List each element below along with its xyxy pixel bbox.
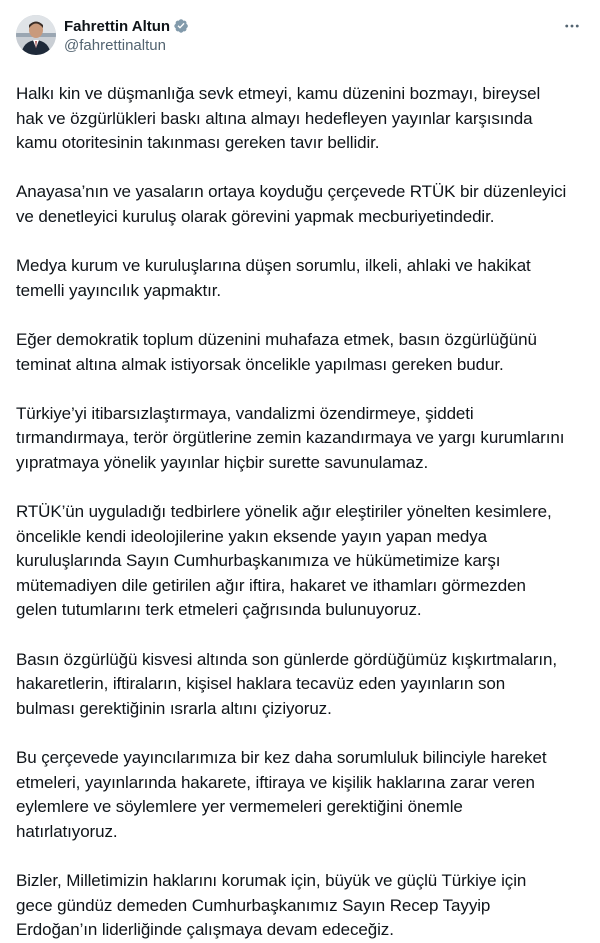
tweet-paragraph: Türkiye’yi itibarsızlaştırmaya, vandalizmi özendirmeye, şiddeti tırmandırmaya, terör örgütlerine zemin kazandırmaya ve yargı kurumlarını yıpratmaya yönelik yayınlar hiçbir surette savunulamaz. (16, 403, 565, 472)
tweet-paragraph: Eğer demokratik toplum düzenini muhafaza etmek, basın özgürlüğünü teminat altına almak istiyorsak öncelikle yapılması gereken budur. (16, 329, 537, 374)
more-options-icon[interactable] (562, 16, 582, 36)
tweet-paragraph: Anayasa’nın ve yasaların ortaya koyduğu çerçevede RTÜK bir düzenleyici ve denetleyici kuruluş olarak görevini yapmak mecburiyetindedir. (16, 182, 567, 226)
tweet-header (16, 14, 584, 62)
tweet-paragraph: Basın özgürlüğü kisvesi altında son günlerde gördüğümüz kışkırtmaların, hakaretlerin, iftiraların, kişisel haklara tecavüz eden yayınların son bulması gerektiğinin ısrarla altını çiziyoruz. (16, 649, 557, 718)
tweet-paragraph: Bizler, Milletimizin haklarını korumak için, büyük ve güçlü Türkiye için gece gündüz demeden Cumhurbaşkanımız Sayın Recep Tayyip Erdoğan’ın liderliğinde çalışmaya devam edeceğiz. (16, 871, 527, 940)
verified-badge-icon (173, 18, 189, 34)
tweet-paragraph: Halkı kin ve düşmanlığa sevk etmeyi, kamu düzenini bozmayı, bireysel hak ve özgürlükleri baskı altına almayı hedefleyen yayınlar karşısında kamu otoritesinin takınması gereken tavır bellidir. (16, 84, 541, 153)
tweet-paragraph: Bu çerçevede yayıncılarımıza bir kez daha sorumluluk bilinciyle hareket etmeleri, yayınlarında hakarete, iftiraya ve kişilik haklarına zarar veren eylemlere ve söylemlere yer vermemeleri gerektiğini önemle hatırlatıyoruz. (16, 748, 547, 841)
name-row (64, 16, 189, 36)
avatar[interactable] (16, 15, 56, 55)
tweet-paragraph: RTÜK’ün uyguladığı tedbirlere yönelik ağır eleştiriler yönelten kesimlere, öncelikle kendi ideolojilerine yakın eksende yayın yapan medya kuruluşlarında Sayın Cumhurbaşkanımıza ve hükümetimize karşı mütemadiyen dile getirilen ağır iftira, hakaret ve ithamları görmezden gelen tutumlarını terk etmeleri çağrısında bulunuyoruz. (16, 502, 552, 620)
author-names (64, 16, 189, 56)
author-handle[interactable]: @fahrettinaltun (64, 37, 166, 54)
tweet-paragraph: Medya kurum ve kuruluşlarına düşen sorumlu, ilkeli, ahlaki ve hakikat temelli yayıncılık yapmaktır. (16, 256, 531, 300)
avatar-image (16, 15, 56, 55)
author-display-name[interactable]: Fahrettin Altun (64, 17, 171, 35)
tweet-text (16, 82, 584, 943)
